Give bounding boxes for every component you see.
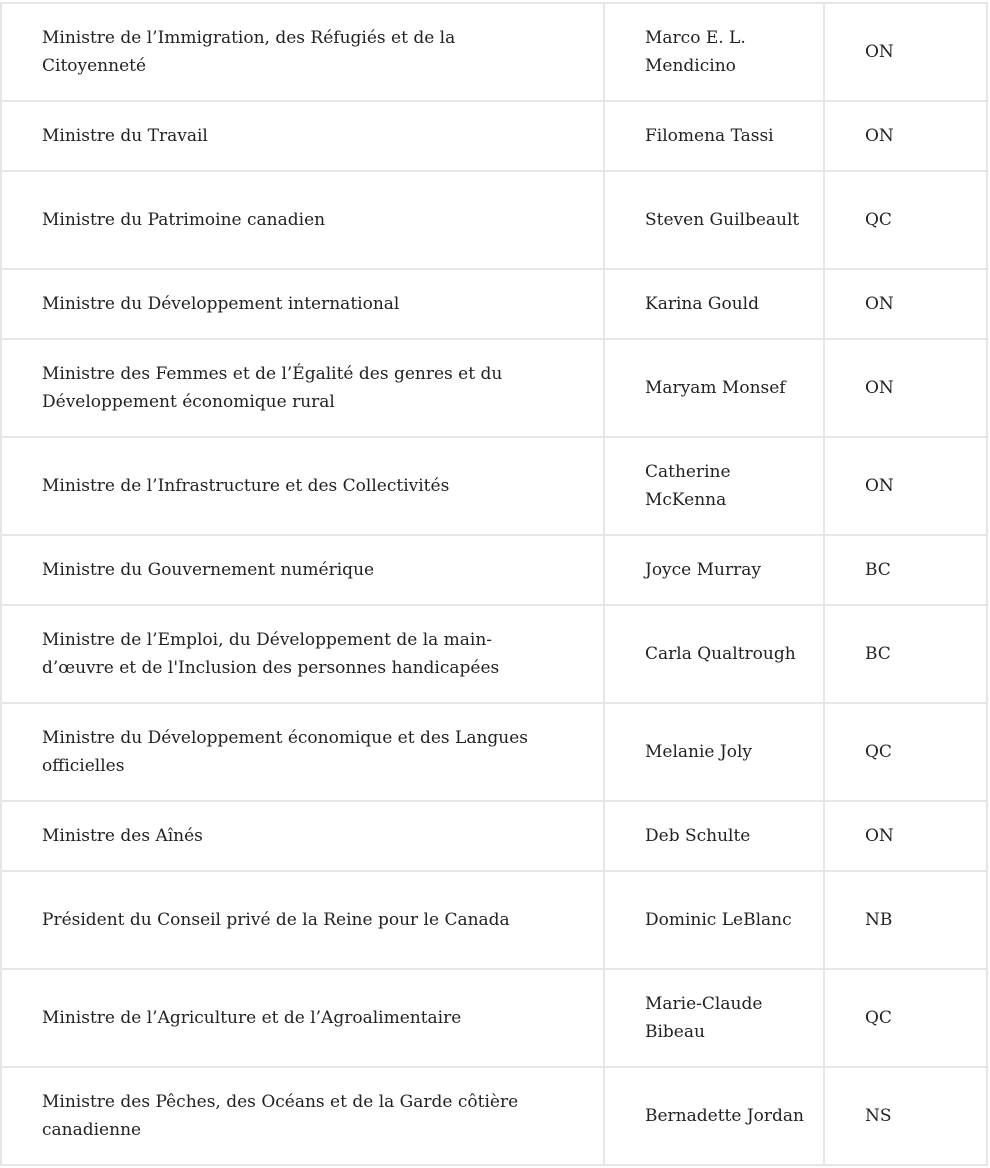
province-cell	[824, 269, 987, 339]
province-code: ON	[865, 126, 894, 146]
portfolio-title: Ministre du Développement économique et des Langues officielles	[42, 728, 529, 776]
portfolio-title: Ministre des Aînés	[42, 826, 203, 846]
minister-cell	[604, 1067, 824, 1165]
province-cell	[824, 339, 987, 437]
province-cell	[824, 3, 987, 101]
portfolio-title: Président du Conseil privé de la Reine pour le Canada	[42, 910, 510, 930]
minister-name: Steven Guilbeault	[645, 210, 800, 230]
province-cell	[824, 703, 987, 801]
province-code: QC	[865, 742, 892, 762]
portfolio-title: Ministre de l’Agriculture et de l’Agroalimentaire	[42, 1008, 462, 1028]
minister-name: Karina Gould	[645, 294, 759, 314]
province-code: ON	[865, 826, 894, 846]
table-row	[1, 101, 987, 171]
table-row	[1, 969, 987, 1067]
province-cell	[824, 969, 987, 1067]
minister-name: Carla Qualtrough	[645, 644, 796, 664]
minister-name: Joyce Murray	[645, 560, 761, 580]
province-cell	[824, 535, 987, 605]
province-code: QC	[865, 210, 892, 230]
table-row	[1, 171, 987, 269]
province-code: ON	[865, 476, 894, 496]
table-row	[1, 801, 987, 871]
portfolio-title: Ministre du Gouvernement numérique	[42, 560, 375, 580]
province-code: ON	[865, 42, 894, 62]
table-row	[1, 3, 987, 101]
portfolio-cell	[1, 339, 604, 437]
minister-name: Catherine McKenna	[645, 462, 731, 510]
portfolio-title: Ministre de l’Infrastructure et des Collectivités	[42, 476, 450, 496]
table-row	[1, 269, 987, 339]
portfolio-cell	[1, 101, 604, 171]
province-code: NB	[865, 910, 893, 930]
minister-cell	[604, 101, 824, 171]
portfolio-title: Ministre du Patrimoine canadien	[42, 210, 326, 230]
minister-cell	[604, 801, 824, 871]
portfolio-cell	[1, 269, 604, 339]
minister-name: Bernadette Jordan	[645, 1106, 804, 1126]
portfolio-cell	[1, 871, 604, 969]
portfolio-cell	[1, 801, 604, 871]
portfolio-title: Ministre du Développement international	[42, 294, 400, 314]
minister-name: Marco E. L. Mendicino	[645, 28, 746, 76]
table-row	[1, 703, 987, 801]
province-cell	[824, 605, 987, 703]
minister-cell	[604, 339, 824, 437]
portfolio-cell	[1, 703, 604, 801]
table-row	[1, 339, 987, 437]
table-row	[1, 437, 987, 535]
minister-cell	[604, 269, 824, 339]
province-code: NS	[865, 1106, 892, 1126]
minister-cell	[604, 3, 824, 101]
minister-cell	[604, 605, 824, 703]
cabinet-table	[0, 2, 988, 1166]
portfolio-cell	[1, 969, 604, 1067]
portfolio-cell	[1, 437, 604, 535]
portfolio-title: Ministre du Travail	[42, 126, 208, 146]
province-cell	[824, 101, 987, 171]
table-row	[1, 871, 987, 969]
minister-cell	[604, 437, 824, 535]
portfolio-title: Ministre des Pêches, des Océans et de la Garde côtière canadienne	[42, 1092, 519, 1140]
minister-cell	[604, 535, 824, 605]
minister-name: Maryam Monsef	[645, 378, 786, 398]
portfolio-cell	[1, 535, 604, 605]
portfolio-cell	[1, 3, 604, 101]
minister-cell	[604, 171, 824, 269]
province-cell	[824, 871, 987, 969]
province-cell	[824, 171, 987, 269]
table-row	[1, 1067, 987, 1165]
province-code: ON	[865, 378, 894, 398]
minister-cell	[604, 969, 824, 1067]
minister-name: Dominic LeBlanc	[645, 910, 792, 930]
province-code: QC	[865, 1008, 892, 1028]
minister-name: Filomena Tassi	[645, 126, 774, 146]
portfolio-title: Ministre de l’Immigration, des Réfugiés et de la Citoyenneté	[42, 28, 456, 76]
minister-name: Deb Schulte	[645, 826, 751, 846]
portfolio-cell	[1, 171, 604, 269]
province-code: ON	[865, 294, 894, 314]
minister-cell	[604, 871, 824, 969]
table-row	[1, 605, 987, 703]
minister-cell	[604, 703, 824, 801]
minister-name: Marie-Claude Bibeau	[645, 994, 763, 1042]
table-row	[1, 535, 987, 605]
province-code: BC	[865, 644, 891, 664]
minister-name: Melanie Joly	[645, 742, 752, 762]
portfolio-title: Ministre des Femmes et de l’Égalité des genres et du Développement économique rural	[42, 364, 503, 412]
province-cell	[824, 1067, 987, 1165]
portfolio-cell	[1, 1067, 604, 1165]
province-cell	[824, 801, 987, 871]
province-code: BC	[865, 560, 891, 580]
province-cell	[824, 437, 987, 535]
portfolio-title: Ministre de l’Emploi, du Développement de la main-d’œuvre et de l'Inclusion des personnes handicapées	[42, 630, 500, 678]
portfolio-cell	[1, 605, 604, 703]
